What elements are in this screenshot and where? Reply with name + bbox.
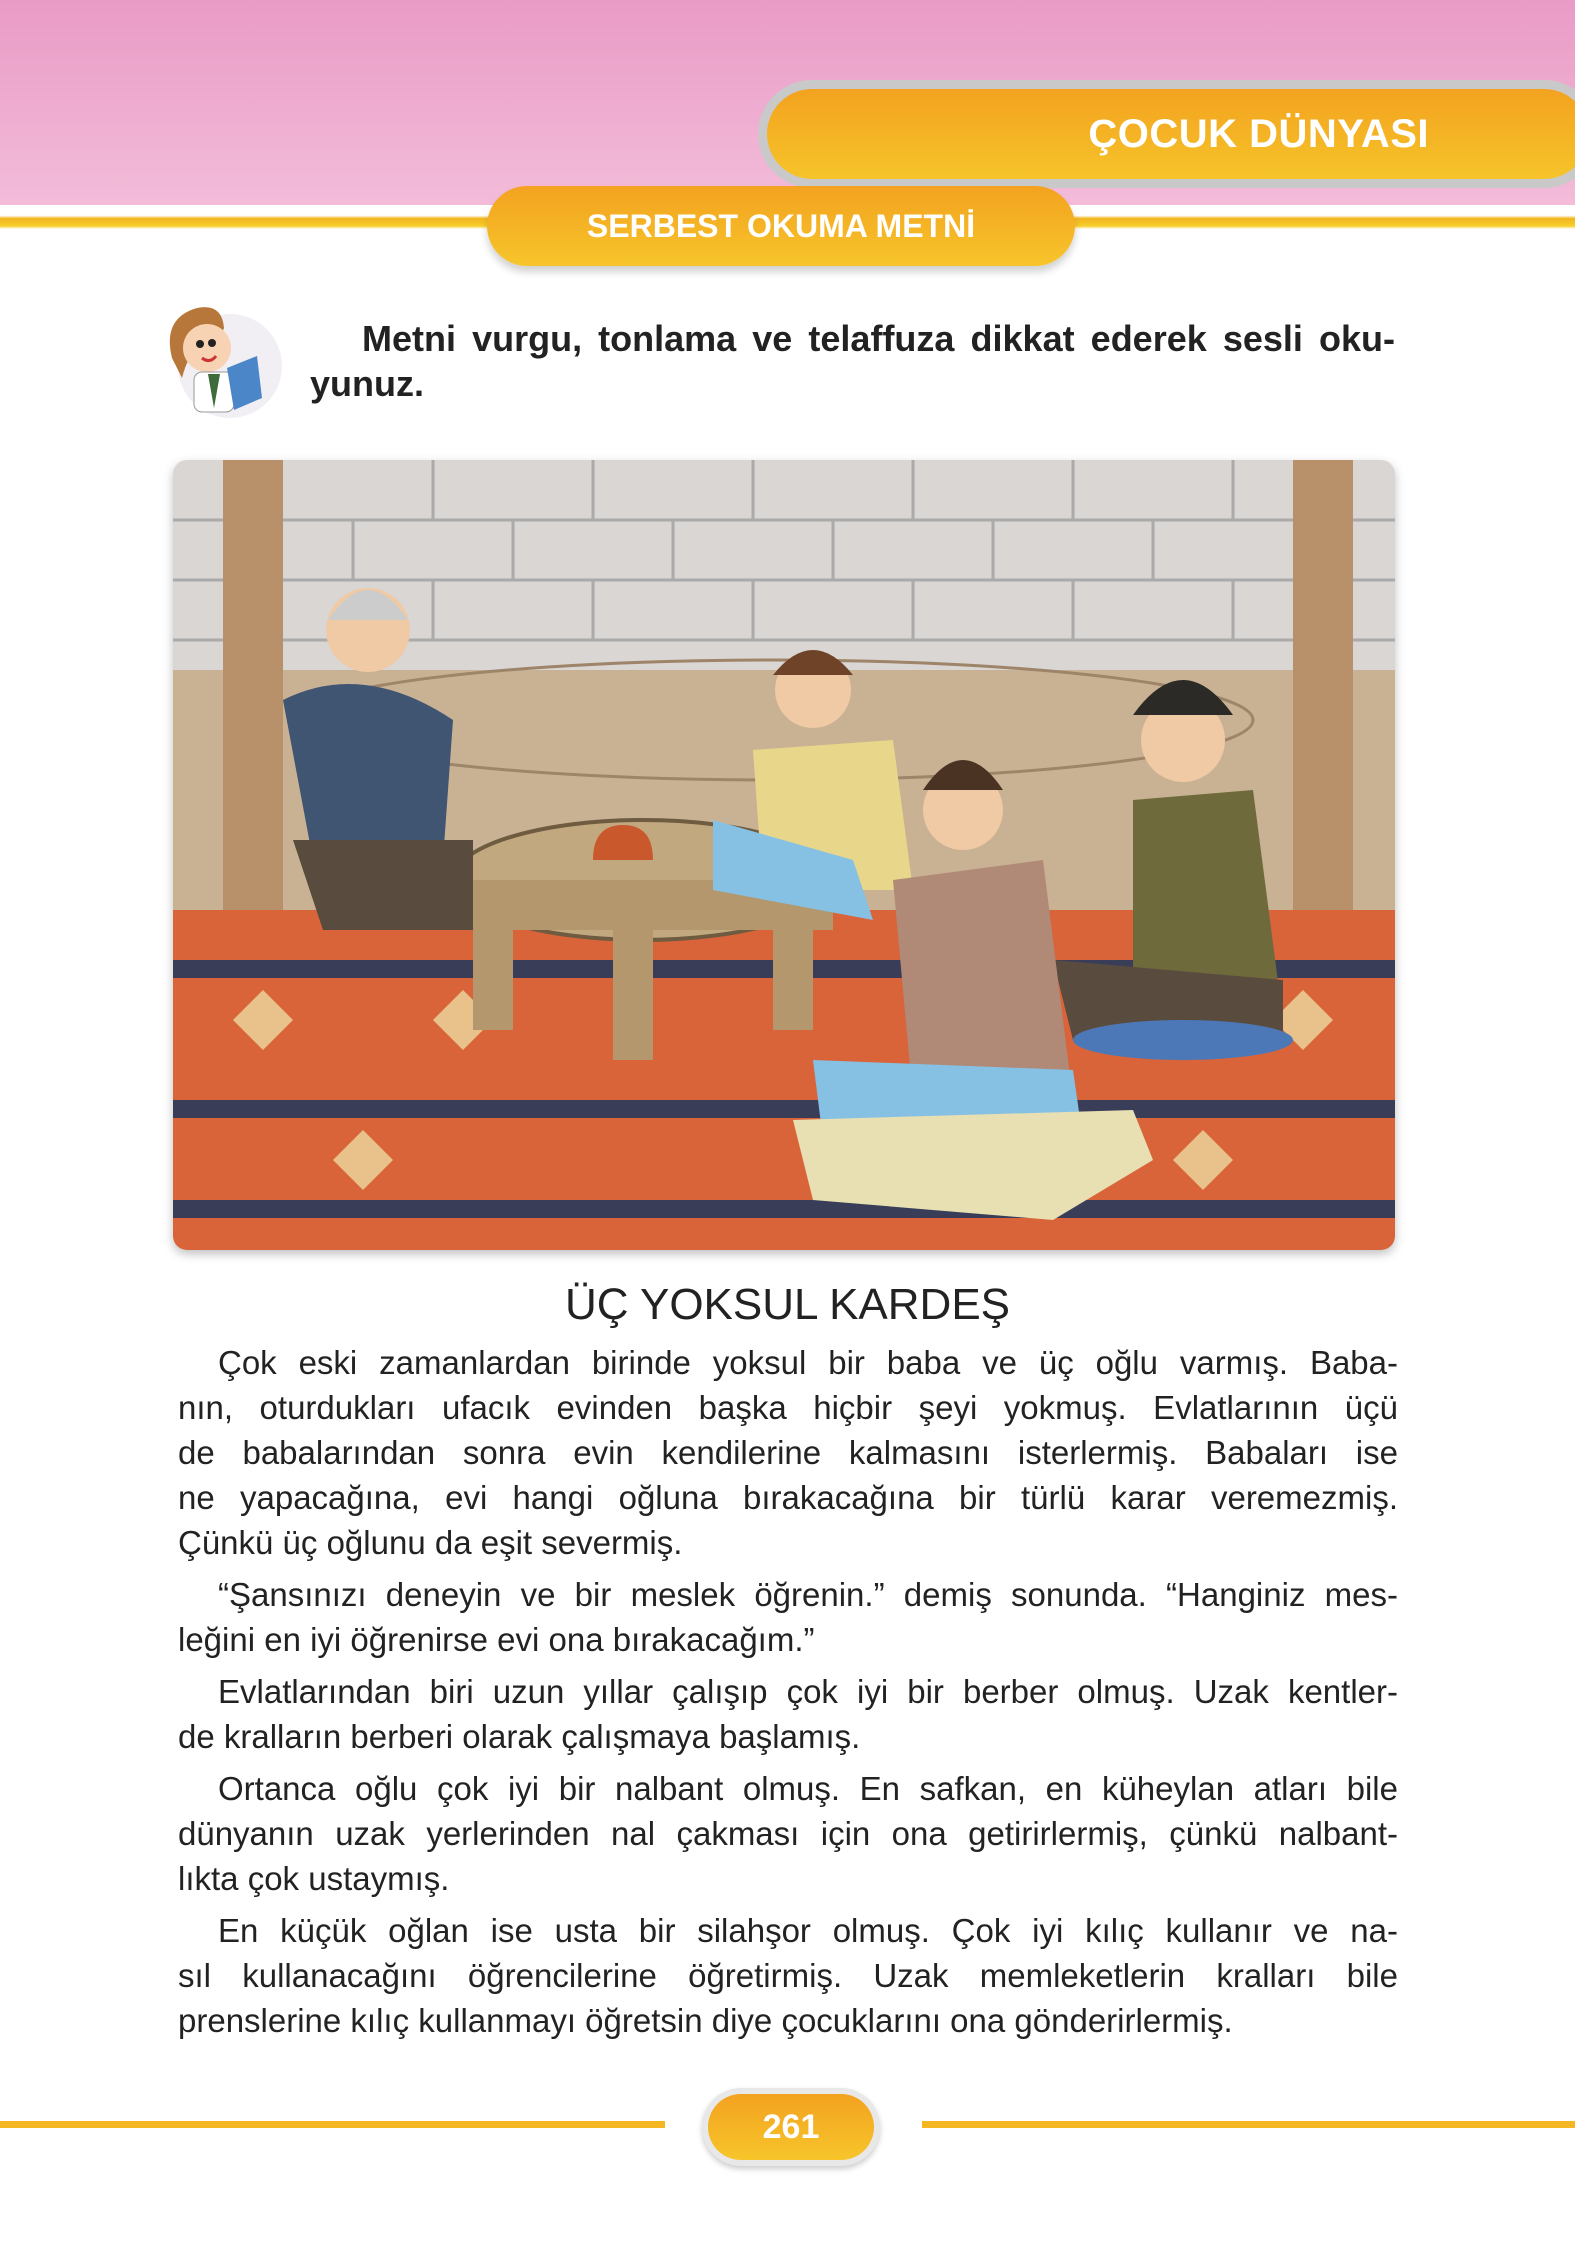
subsection-banner: [487, 186, 1075, 266]
text-line: “Şansınızı deneyin ve bir meslek öğrenin.” demiş sonunda. “Hanginiz mes-: [218, 1576, 1398, 1613]
text-line: leğini en iyi öğrenirse evi ona bırakacağım.”: [178, 1621, 815, 1658]
page-number: 261: [708, 2094, 874, 2160]
text-line: lıkta çok ustaymış.: [178, 1860, 450, 1897]
paragraph: [178, 1766, 1398, 1901]
text-line: dünyanın uzak yerlerinden nal çakması için ona getirirlermiş, çünkü nalbant-: [178, 1815, 1398, 1852]
paragraph: [178, 1669, 1398, 1759]
paragraph: [178, 1908, 1398, 2043]
story-illustration: [173, 460, 1395, 1250]
text-line: sıl kullanacağını öğrencilerine öğretirmiş. Uzak memleketlerin kralları bile: [178, 1957, 1398, 1994]
text-line: Çünkü üç oğlunu da eşit severmiş.: [178, 1524, 683, 1561]
story-title: ÜÇ YOKSUL KARDEŞ: [564, 1280, 1011, 1329]
section-banner: [758, 80, 1575, 188]
paragraph: [178, 1340, 1398, 1565]
text-line: En küçük oğlan ise usta bir silahşor olmuş. Çok iyi kılıç kullanır ve na-: [218, 1912, 1398, 1949]
story-body: [178, 1340, 1398, 2050]
instruction-line: yunuz.: [310, 363, 424, 404]
subsection-title: SERBEST OKUMA METNİ: [586, 207, 976, 244]
text-line: de kralların berberi olarak çalışmaya başlamış.: [178, 1718, 861, 1755]
reading-girl-icon: [152, 298, 292, 423]
section-title: ÇOCUK DÜNYASI: [1088, 111, 1429, 156]
footer-line-left: [0, 2121, 665, 2128]
footer-line-right: [922, 2121, 1575, 2128]
text-line: de babalarından sonra evin kendilerine kalmasını isterlermiş. Babaları ise: [178, 1434, 1398, 1471]
text-line: nın, oturdukları ufacık evinden başka hiçbir şeyi yokmuş. Evlatlarının üçü: [178, 1389, 1398, 1426]
text-line: ne yapacağına, evi hangi oğluna bırakacağına bir türlü karar veremezmiş.: [178, 1479, 1398, 1516]
text-line: Evlatlarından biri uzun yıllar çalışıp çok iyi bir berber olmuş. Uzak kentler-: [218, 1673, 1398, 1710]
paragraph: [178, 1572, 1398, 1662]
text-line: Çok eski zamanlardan birinde yoksul bir baba ve üç oğlu varmış. Baba-: [218, 1344, 1398, 1381]
page-number-badge: [702, 2088, 880, 2166]
text-line: Ortanca oğlu çok iyi bir nalbant olmuş. En safkan, en küheylan atları bile: [218, 1770, 1398, 1807]
instruction-line: Metni vurgu, tonlama ve telaffuza dikkat ederek sesli oku-: [362, 318, 1395, 359]
instruction: [310, 316, 1395, 406]
text-line: prenslerine kılıç kullanmayı öğretsin diye çocuklarını ona gönderirlermiş.: [178, 2002, 1233, 2039]
